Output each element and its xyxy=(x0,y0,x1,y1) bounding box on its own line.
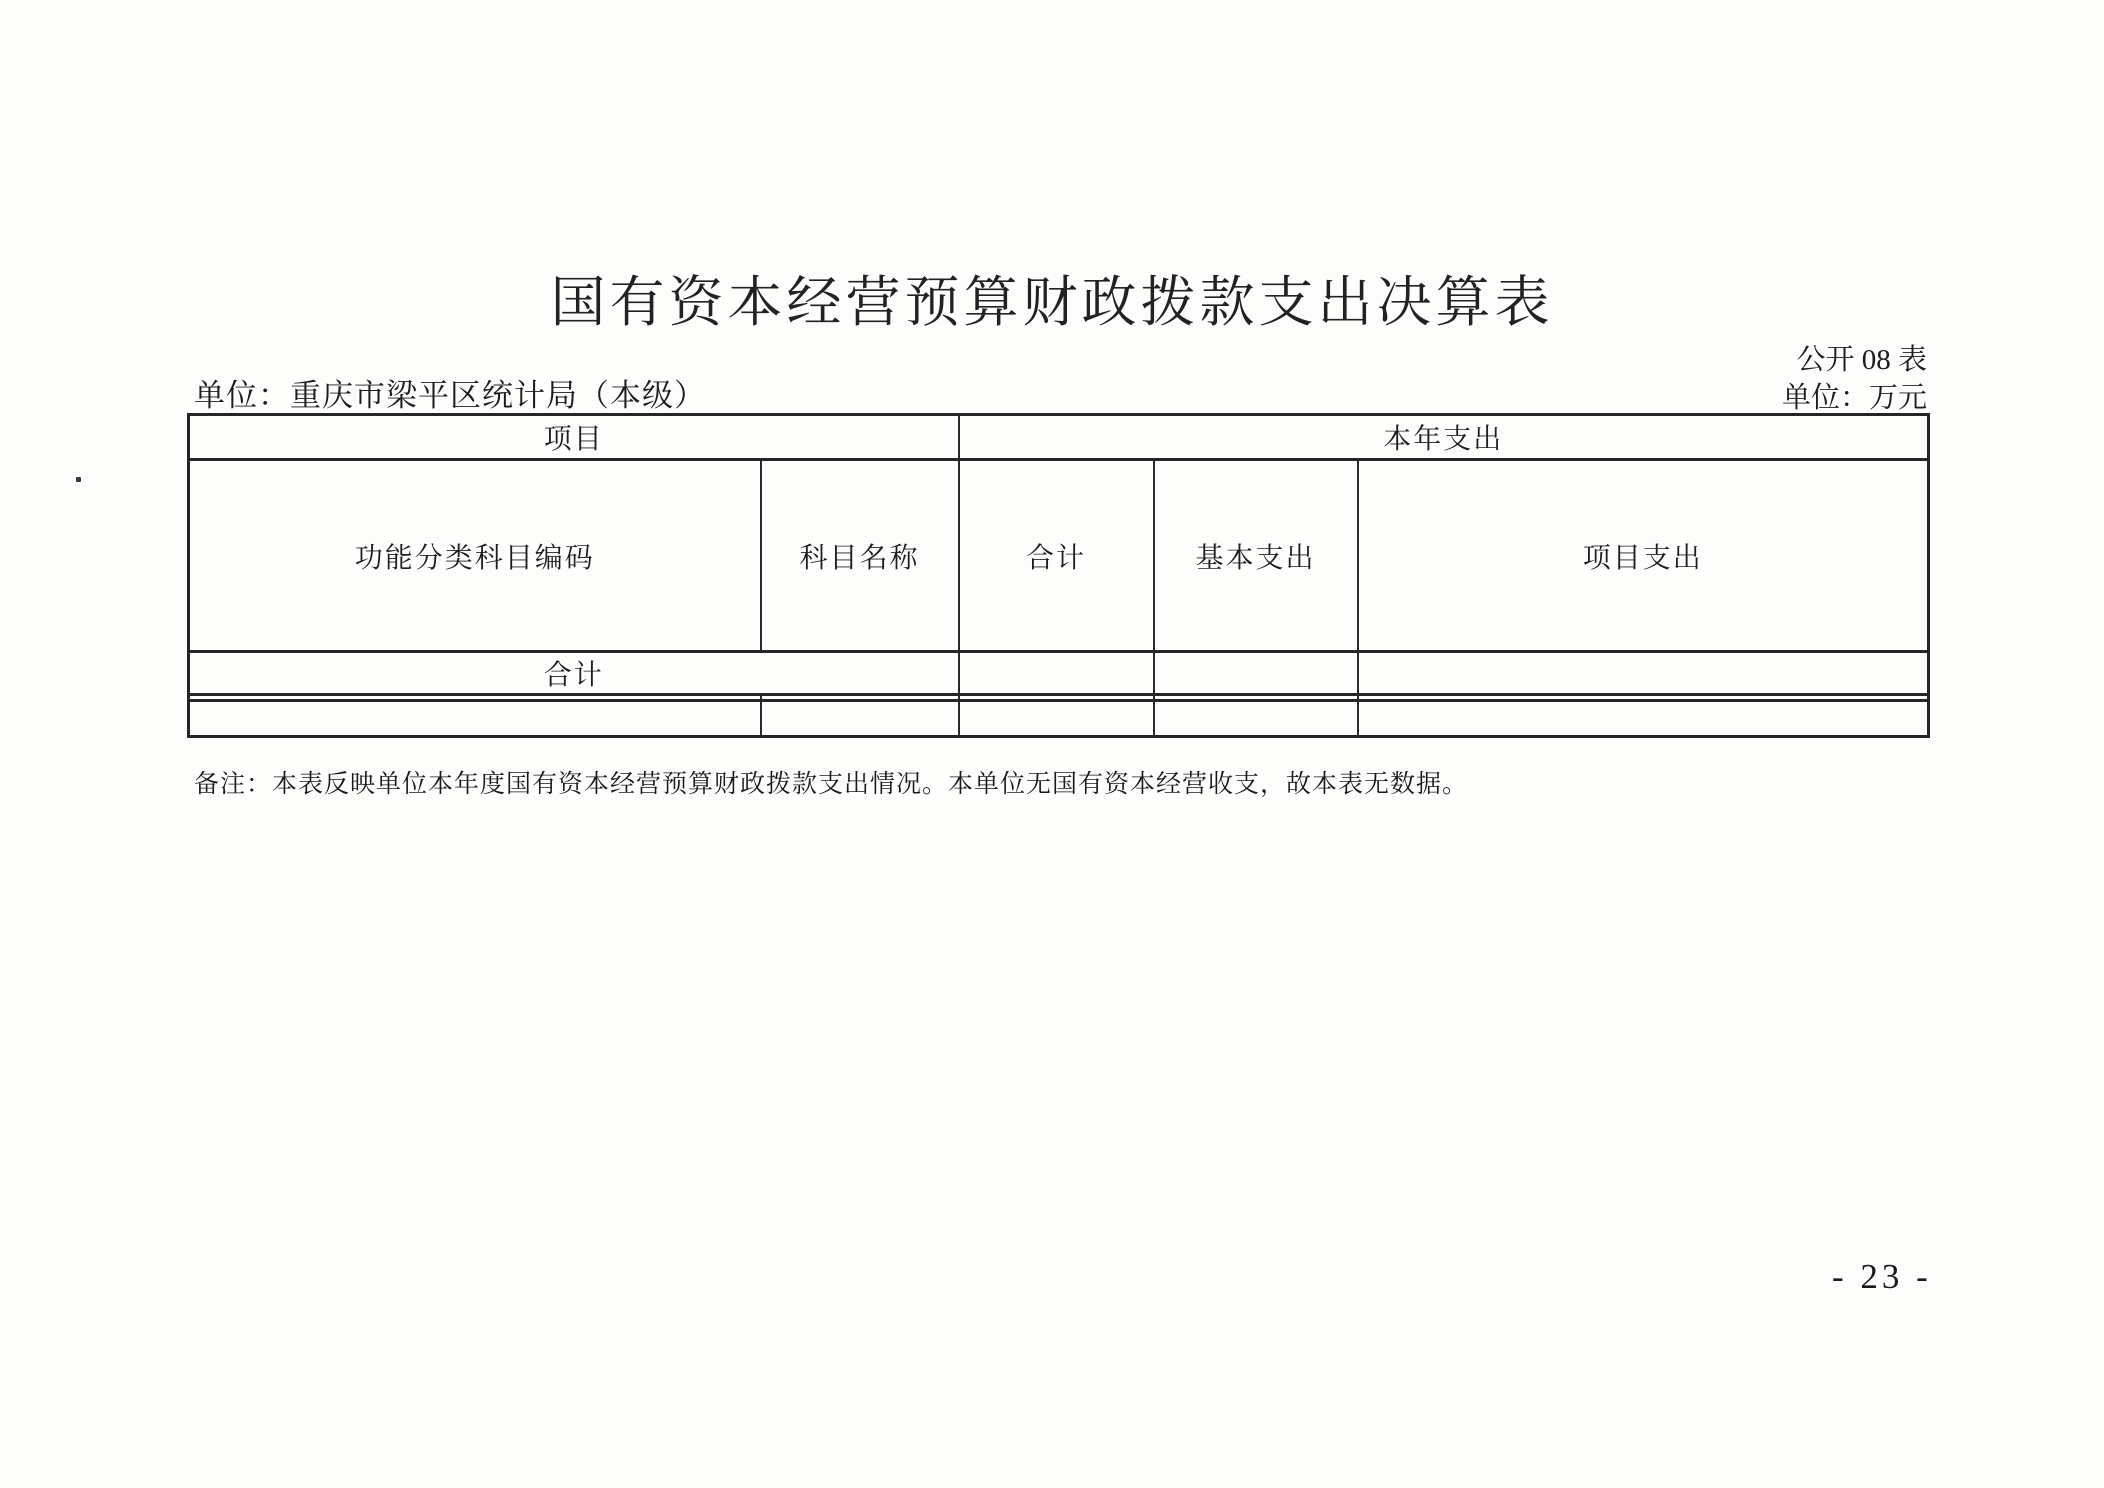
total-row-label: 合计 xyxy=(189,652,959,695)
header-current-year-expenditure: 本年支出 xyxy=(959,415,1929,460)
table-code-label: 公开 08 表 xyxy=(1796,344,1927,376)
table-header-row-2 xyxy=(189,460,1929,652)
page-number: - 23 - xyxy=(1832,1257,1932,1296)
empty-row-code-cell xyxy=(189,701,761,737)
empty-row-basic-cell xyxy=(1154,701,1358,737)
header-subject-name: 科目名称 xyxy=(761,460,959,652)
budget-table xyxy=(187,413,1930,738)
organization-label: 单位：重庆市梁平区统计局（本级） xyxy=(194,378,706,413)
unit-of-measure-label: 单位：万元 xyxy=(1781,382,1927,414)
header-total: 合计 xyxy=(959,460,1154,652)
empty-row-project-cell xyxy=(1358,701,1929,737)
header-basic-expenditure: 基本支出 xyxy=(1154,460,1358,652)
header-func-code: 功能分类科目编码 xyxy=(189,460,761,652)
total-row-project-cell xyxy=(1358,652,1929,695)
table-header-row-1 xyxy=(189,415,1929,460)
header-project: 项目 xyxy=(189,415,959,460)
footnote: 备注：本表反映单位本年度国有资本经营预算财政拨款支出情况。本单位无国有资本经营收支，故本表无数据。 xyxy=(194,771,1469,798)
table-empty-row xyxy=(189,701,1929,737)
table-total-row xyxy=(189,652,1929,695)
table-meta xyxy=(1782,341,1927,417)
empty-row-name-cell xyxy=(761,701,959,737)
page-title: 国有资本经营预算财政拨款支出决算表 xyxy=(550,272,1554,333)
total-row-total-cell xyxy=(959,652,1154,695)
total-row-basic-cell xyxy=(1154,652,1358,695)
scan-artifact-dot xyxy=(76,477,81,482)
header-project-expenditure: 项目支出 xyxy=(1358,460,1929,652)
empty-row-total-cell xyxy=(959,701,1154,737)
